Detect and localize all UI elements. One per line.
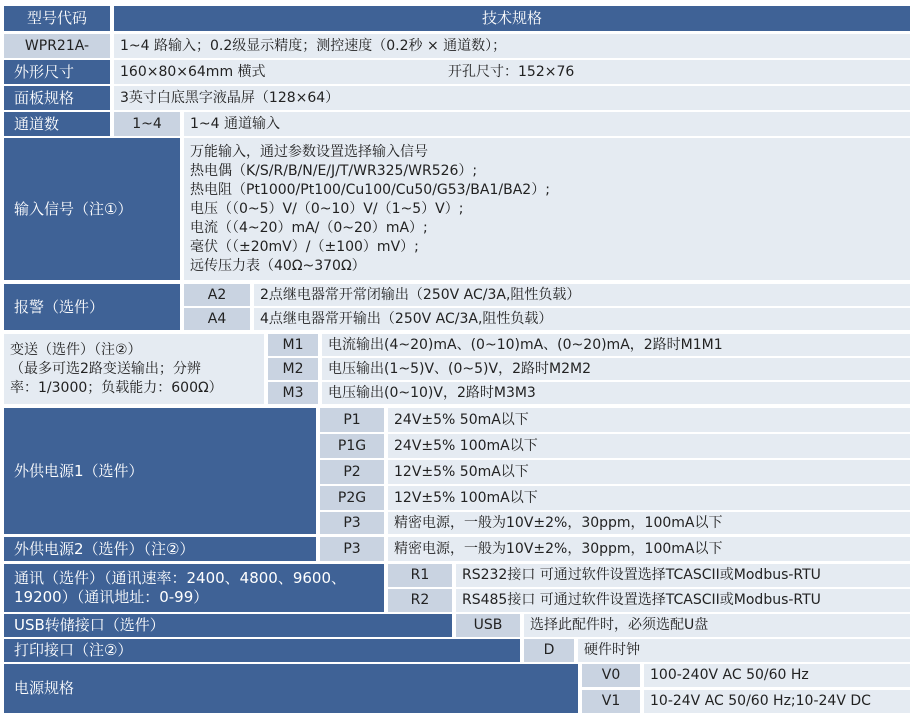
channels-value: 1~4 通道输入 [184,112,910,136]
comm-code: R1 [388,564,452,587]
alarm-code: A4 [184,308,250,330]
panel-value: 3英寸白底黑字液晶屏（128×64） [114,86,910,110]
input-line: 电压（（0~5）V/（0~10）V/（1~5）V）; [190,200,464,217]
panel-label: 面板规格 [4,86,110,110]
power1-desc: 24V±5% 50mA以下 [388,408,910,432]
supply-desc: 100-240V AC 50/60 Hz [644,664,910,687]
power2-desc: 精密电源，一般为10V±2%，30ppm，100mA以下 [388,537,910,561]
input-line: 万能输入，通过参数设置选择输入信号 [190,143,428,160]
input-value [184,138,910,280]
supply-code: V0 [582,664,640,687]
power1-code: P1G [320,434,384,458]
input-line: 远传压力表（40Ω~370Ω） [190,257,366,274]
power1-code: P2 [320,460,384,484]
supply-label: 电源规格 [4,664,578,713]
comm-code: R2 [388,589,452,612]
model-code-header: 型号代码 [4,6,110,31]
supply-code: V1 [582,690,640,713]
usb-label: USB转储接口（选件） [4,614,452,637]
usb-code: USB [456,614,520,637]
model-label: WPR21A- [4,34,110,58]
usb-desc: 选择此配件时，必须选配U盘 [524,614,910,637]
power1-desc: 12V±5% 50mA以下 [388,460,910,484]
power1-code: P3 [320,512,384,534]
transmit-code: M1 [268,334,318,356]
transmit-label-line: 变送（选件）（注②） [10,341,142,358]
comm-label-line: 19200）（通讯地址：0-99） [14,588,209,606]
input-line: 热电阻（Pt1000/Pt100/Cu100/Cu50/G53/BA1/BA2）; [190,181,550,198]
alarm-code: A2 [184,284,250,306]
power2-code: P3 [320,537,384,561]
transmit-desc: 电压输出(0~10)V，2路时M3M3 [322,382,910,404]
transmit-label-line: （最多可选2路变送输出；分辨 [10,360,201,377]
power2-label: 外供电源2（选件）（注②） [4,537,316,561]
print-desc: 硬件时钟 [578,639,910,662]
input-line: 热电偶（K/S/R/B/N/E/J/T/WR325/WR526）; [190,162,478,179]
power1-code: P2G [320,486,384,510]
model-value: 1~4 路输入；0.2级显示精度；测控速度（0.2秒 × 通道数）； [114,34,910,58]
alarm-label: 报警（选件） [4,284,180,330]
transmit-code: M2 [268,358,318,380]
comm-desc: RS485接口 可通过软件设置选择TCASCII或Modbus-RTU [456,589,910,612]
tech-spec-header: 技术规格 [114,6,910,31]
input-label: 输入信号（注①） [4,138,180,280]
comm-label-line: 通讯（选件）（通讯速率：2400、4800、9600、 [14,569,347,587]
channels-code: 1~4 [114,112,180,136]
alarm-desc: 4点继电器常开输出（250V AC/3A,阻性负载） [254,308,910,330]
comm-desc: RS232接口 可通过软件设置选择TCASCII或Modbus-RTU [456,564,910,587]
power1-desc: 精密电源，一般为10V±2%，30ppm，100mA以下 [388,512,910,534]
power1-desc: 24V±5% 100mA以下 [388,434,910,458]
transmit-label-line: 率：1/3000；负载能力：600Ω） [10,379,223,396]
transmit-desc: 电压输出(1~5)V、(0~5)V，2路时M2M2 [322,358,910,380]
alarm-desc: 2点继电器常开常闭输出（250V AC/3A,阻性负载） [254,284,910,306]
input-line: 电流（（4~20）mA/（0~20）mA）; [190,219,428,236]
print-code: D [524,639,574,662]
supply-desc: 10-24V AC 50/60 Hz;10-24V DC [644,690,910,713]
power1-code: P1 [320,408,384,432]
channels-label: 通道数 [4,112,110,136]
input-line: 毫伏（（±20mV）/（±100）mV）; [190,238,419,255]
transmit-desc: 电流输出(4~20)mA、(0~10)mA、(0~20)mA，2路时M1M1 [322,334,910,356]
dimension-cutout: 开孔尺寸：152×76 [448,63,575,80]
dimension-size: 160×80×64mm 横式 [120,63,266,80]
dimension-value [114,60,910,84]
comm-label [4,564,384,612]
dimension-label: 外形尺寸 [4,60,110,84]
transmit-label [4,334,264,404]
power1-desc: 12V±5% 100mA以下 [388,486,910,510]
transmit-code: M3 [268,382,318,404]
print-label: 打印接口（注②） [4,639,520,662]
power1-label: 外供电源1（选件） [4,408,316,534]
